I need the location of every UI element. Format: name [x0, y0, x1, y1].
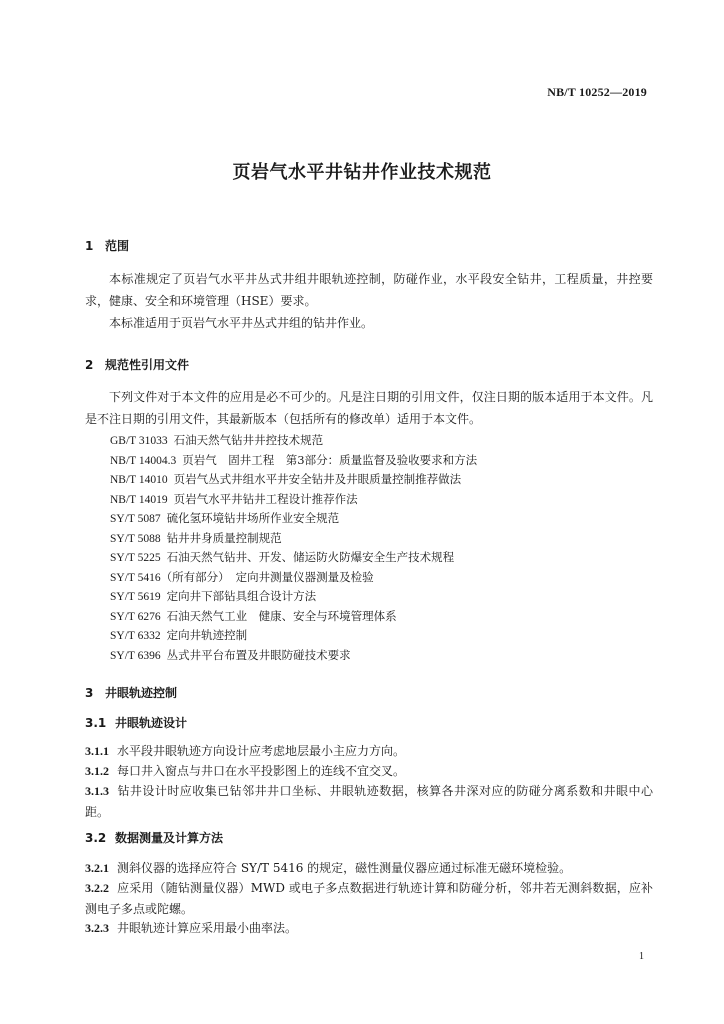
clause-3-1-2: 3.1.2 每口井入窗点与井口在水平投影图上的连线不宜交叉。: [85, 764, 406, 778]
section-title: 范围: [105, 239, 130, 253]
reference-item: SY/T 6276 石油天然气工业 健康、安全与环境管理体系: [110, 608, 397, 623]
section-number: 3: [85, 686, 94, 700]
page-number: 1: [639, 951, 644, 962]
reference-item: SY/T 5225 石油天然气钻井、开发、储运防火防爆安全生产技术规程: [110, 550, 455, 564]
clause-3-2-3: 3.2.3 井眼轨迹计算应采用最小曲率法。: [85, 921, 298, 935]
reference-item: NB/T 14004.3 页岩气 固井工程 第3部分：质量监督及验收要求和方法: [110, 452, 478, 467]
section-1-heading: [85, 237, 129, 254]
section-title: 规范性引用文件: [105, 358, 190, 372]
reference-item: SY/T 6396 丛式井平台布置及井眼防碰技术要求: [110, 647, 351, 662]
reference-item: SY/T 5087 硫化氢环境钻井场所作业安全规范: [110, 511, 340, 525]
subsection-title: 井眼轨迹设计: [115, 716, 188, 730]
reference-item: SY/T 5088 钻井井身质量控制规范: [110, 530, 282, 545]
subsection-number: 3.1: [85, 716, 107, 730]
subsection-number: 3.2: [85, 831, 107, 845]
section-number: 2: [85, 358, 94, 372]
section-2-intro: 下列文件对于本文件的应用是必不可少的。凡是注日期的引用文件，仅注日期的版本适用于本文件。凡是不注日期的引用文件，其最新版本（包括所有的修改单）适用于本文件。: [85, 390, 653, 426]
clause-3-1-3: 3.1.3 钻井设计时应收集已钻邻井井口坐标、井眼轨迹数据，核算各井深对应的防碰分离系数和井眼中心距。: [85, 784, 653, 819]
subsection-title: 数据测量及计算方法: [115, 831, 224, 845]
section-title: 井眼轨迹控制: [105, 686, 178, 700]
section-1-paragraph-1: 本标准规定了页岩气水平井丛式井组井眼轨迹控制，防碰作业，水平段安全钻井，工程质量，井控要求，健康、安全和环境管理（HSE）要求。: [85, 272, 653, 308]
clause-3-1-1: 3.1.1 水平段井眼轨迹方向设计应考虑地层最小主应力方向。: [85, 744, 406, 758]
reference-item: SY/T 5619 定向井下部钻具组合设计方法: [110, 589, 317, 603]
section-number: 1: [85, 239, 94, 253]
reference-item: NB/T 14019 页岩气水平井钻井工程设计推荐作法: [110, 491, 358, 506]
standard-code: NB/T 10252—2019: [547, 85, 647, 99]
section-3-heading: [85, 684, 177, 701]
clause-3-2-2: 3.2.2 应采用（随钻测量仪器）MWD 或电子多点数据进行轨迹计算和防碰分析，邻井若无测斜数据，应补测电子多点或陀螺。: [85, 881, 653, 916]
section-1-paragraph-2: 本标准适用于页岩气水平井丛式井组的钻井作业。: [109, 316, 374, 330]
subsection-3-2-heading: [85, 829, 223, 846]
section-2-heading: [85, 356, 189, 373]
clause-3-2-1: 3.2.1 测斜仪器的选择应符合 SY/T 5416 的规定，磁性测量仪器应通过标准无磁环境检验。: [85, 861, 572, 875]
reference-item: NB/T 14010 页岩气丛式井组水平井安全钻井及井眼质量控制推荐做法: [110, 472, 462, 486]
normative-reference-list: [110, 431, 477, 665]
reference-item: SY/T 5416（所有部分） 定向井测量仪器测量及检验: [110, 569, 374, 584]
subsection-3-1-heading: [85, 714, 187, 731]
reference-item: GB/T 31033 石油天然气钻井井控技术规范: [110, 433, 324, 447]
document-title: 页岩气水平井钻井作业技术规范: [232, 162, 492, 183]
reference-item: SY/T 6332 定向井轨迹控制: [110, 628, 248, 642]
